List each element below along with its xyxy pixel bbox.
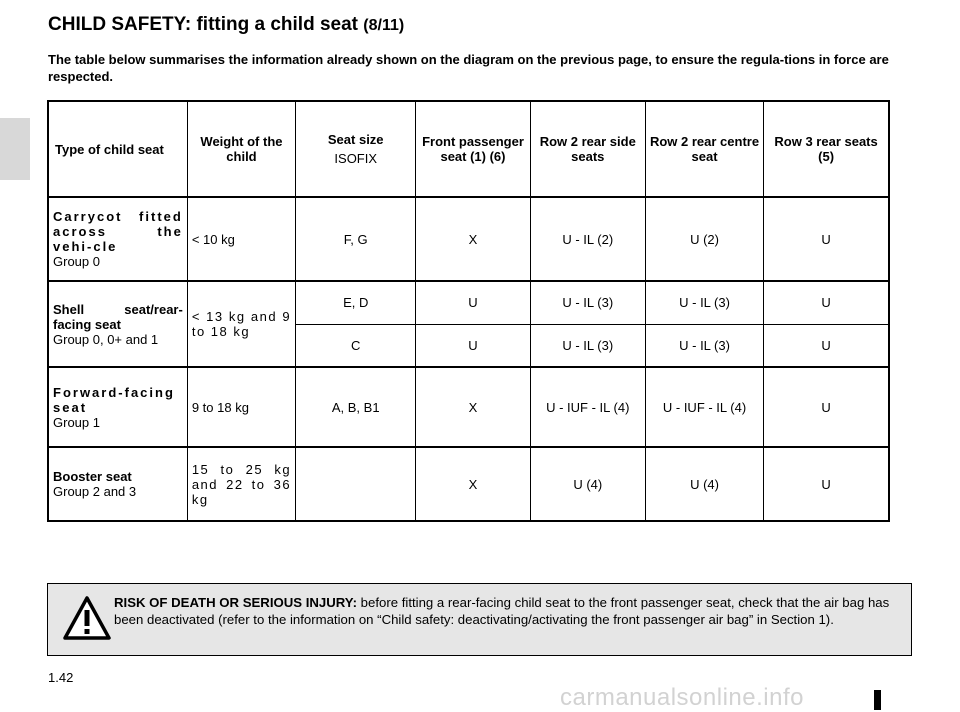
front-passenger-cell: U (416, 324, 530, 367)
seat-group: Group 0, 0+ and 1 (53, 331, 159, 347)
child-seat-table (47, 100, 890, 522)
seat-type-name: Booster seat (53, 469, 132, 484)
warning-lead: RISK OF DEATH OR SERIOUS INJURY: (114, 595, 358, 610)
row-type-cell (48, 367, 187, 447)
weight-value: 9 to 18 kg (191, 399, 249, 415)
seat-size-cell (296, 447, 416, 521)
weight-cell (187, 197, 295, 281)
seat-group: Group 1 (53, 414, 100, 430)
weight-value: < 10 kg (191, 231, 235, 247)
title-page-indicator: (8/11) (363, 17, 405, 34)
table-row (48, 197, 889, 281)
row2-side-cell: U - IUF - IL (4) (530, 367, 645, 447)
seat-group: Group 2 and 3 (53, 484, 137, 499)
row2-centre-cell: U - IL (3) (645, 281, 763, 324)
corner-mark (874, 690, 881, 710)
weight-cell (187, 281, 295, 367)
seat-size-cell: F, G (296, 197, 416, 281)
warning-text (114, 594, 904, 628)
table-header-row (48, 101, 889, 197)
header-weight: Weight of the child (187, 101, 295, 197)
weight-cell (187, 447, 295, 521)
weight-value: < 13 kg and 9 to 18 kg (191, 309, 292, 339)
row2-centre-cell: U - IL (3) (645, 324, 763, 367)
seat-size-cell: C (296, 324, 416, 367)
header-front-passenger: Front passenger seat (1) (6) (416, 101, 530, 197)
table-row (48, 447, 889, 521)
header-seat-size (296, 101, 416, 197)
front-passenger-cell: X (416, 367, 530, 447)
front-passenger-cell: U (416, 281, 530, 324)
warning-body: before fitting a rear-facing child seat to the front passenger seat, check that the air bag has been deactivated (refer to the information on “Child safety: deactivating/activating the front passenger air bag” in Section 1). (114, 595, 890, 627)
title-text: CHILD SAFETY: fitting a child seat (48, 14, 358, 35)
row2-centre-cell: U (2) (645, 197, 763, 281)
header-seat-size-sub: ISOFIX (334, 151, 378, 166)
page-title (48, 14, 404, 36)
header-seat-size-label: Seat size (327, 132, 384, 147)
header-type: Type of child seat (48, 101, 187, 197)
seat-size-cell: A, B, B1 (296, 367, 416, 447)
header-row3: Row 3 rear seats (5) (764, 101, 889, 197)
intro-paragraph: The table below summarises the information already shown on the diagram on the previous page, to ensure the regula-tions in force are respected. (48, 52, 889, 84)
row2-centre-cell: U (4) (645, 447, 763, 521)
warning-triangle-icon (62, 595, 112, 641)
row2-side-cell: U - IL (3) (530, 281, 645, 324)
row2-centre-cell: U - IUF - IL (4) (645, 367, 763, 447)
section-tab (0, 118, 30, 180)
front-passenger-cell: X (416, 447, 530, 521)
weight-value: 15 to 25 kg and 22 to 36 kg (191, 461, 292, 507)
seat-type-name: Forward-facing seat (53, 384, 175, 415)
page-number: 1.42 (48, 670, 74, 685)
row2-side-cell: U (4) (530, 447, 645, 521)
seat-type-name: Carrycot fitted across the vehi-cle (53, 209, 183, 254)
row3-cell: U (764, 367, 889, 447)
row-type-cell (48, 281, 187, 367)
header-row2-side: Row 2 rear side seats (530, 101, 645, 197)
seat-type-name: Shell seat/rear-facing seat (53, 301, 183, 332)
watermark: carmanualsonline.info (560, 684, 804, 711)
seat-size-cell: E, D (296, 281, 416, 324)
header-row2-centre: Row 2 rear centre seat (645, 101, 763, 197)
row-type-cell (48, 447, 187, 521)
table-row (48, 367, 889, 447)
row3-cell: U (764, 197, 889, 281)
row-type-cell (48, 197, 187, 281)
front-passenger-cell: X (416, 197, 530, 281)
row3-cell: U (764, 447, 889, 521)
seat-group: Group 0 (53, 254, 100, 269)
row3-cell: U (764, 324, 889, 367)
warning-box (47, 583, 912, 656)
row2-side-cell: U - IL (3) (530, 324, 645, 367)
row2-side-cell: U - IL (2) (530, 197, 645, 281)
row3-cell: U (764, 281, 889, 324)
table-row (48, 281, 889, 324)
weight-cell (187, 367, 295, 447)
